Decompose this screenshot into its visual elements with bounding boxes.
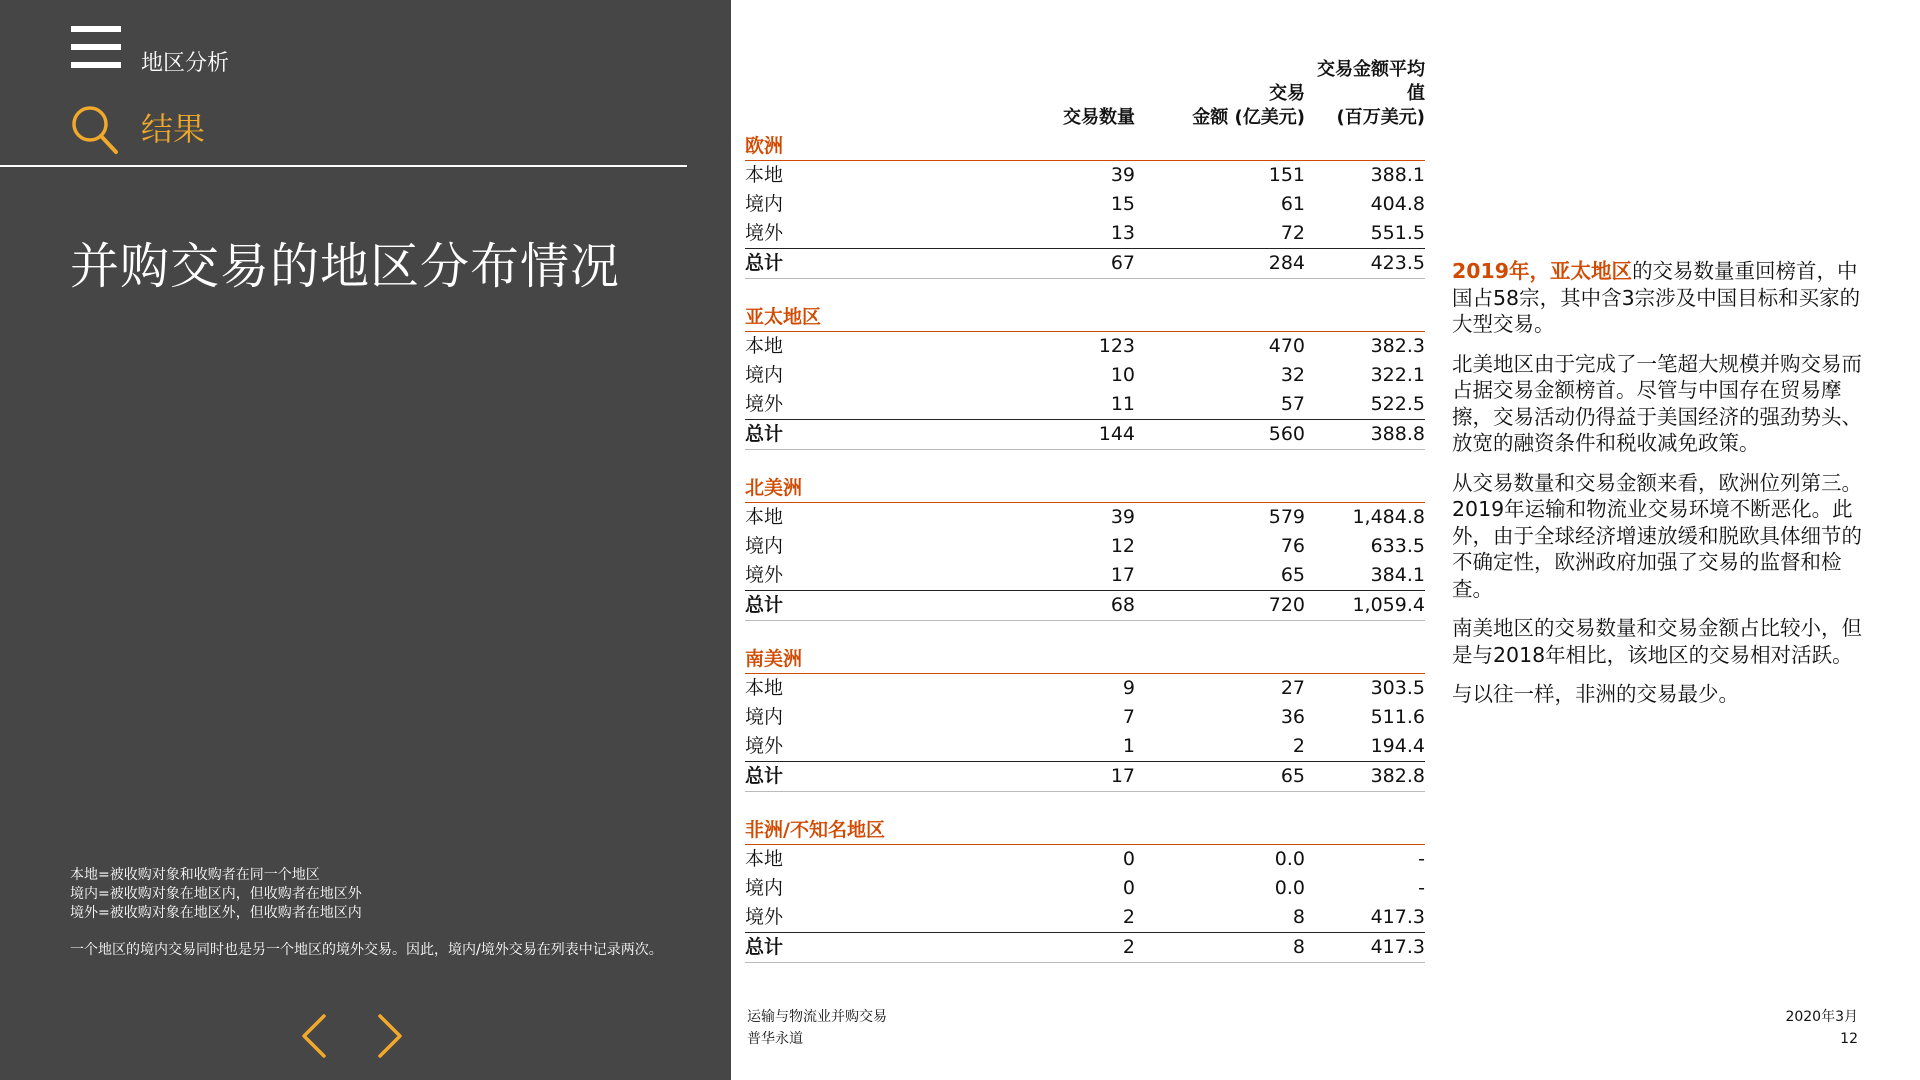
- cell-average: 194.4: [1370, 735, 1425, 757]
- legend-note: 一个地区的境内交易同时也是另一个地区的境外交易。因此，境内/境外交易在列表中记录两次。: [70, 942, 663, 958]
- region-name: 北美洲: [745, 477, 803, 499]
- cell-value: 36: [1280, 706, 1305, 728]
- total-row: [745, 248, 1425, 279]
- cell-count: 39: [1110, 164, 1135, 186]
- commentary-paragraph: 从交易数量和交易金额来看，欧洲位列第三。2019年运输和物流业交易环境不断恶化。此外，由于全球经济增速放缓和脱欧具体细节的不确定性，欧洲政府加强了交易的监督和检查。: [1452, 470, 1862, 601]
- cell-count: 12: [1110, 535, 1135, 557]
- cell-average: 384.1: [1370, 564, 1425, 586]
- region-group: [745, 643, 1425, 792]
- cell-value: 27: [1280, 677, 1305, 699]
- commentary: [1452, 258, 1872, 721]
- cell-count: 2: [1122, 936, 1135, 958]
- row-label: 境外: [745, 906, 784, 928]
- commentary-paragraph: 北美地区由于完成了一笔超大规模并购交易而占据交易金额榜首。尽管与中国存在贸易摩擦，交易活动仍得益于美国经济的强劲势头、放宽的融资条件和税收减免政策。: [1452, 351, 1862, 455]
- cell-value: 65: [1280, 564, 1305, 586]
- column-header-text: (百万美元): [1336, 107, 1425, 128]
- cell-count: 13: [1110, 222, 1135, 244]
- table-row: [745, 161, 1425, 190]
- legend-block: [70, 866, 710, 960]
- cell-count: 7: [1122, 706, 1135, 728]
- region-header: [745, 301, 1425, 332]
- company-name: 普华永道: [747, 1031, 803, 1047]
- footer-right: [1700, 1006, 1858, 1050]
- cell-value: 65: [1280, 765, 1305, 787]
- cell-count: 10: [1110, 364, 1135, 386]
- row-label: 本地: [745, 164, 784, 186]
- table-row: [745, 332, 1425, 361]
- table-row: [745, 703, 1425, 732]
- row-label: 境内: [745, 706, 784, 728]
- legend-line: 境内=被收购对象在地区内，但收购者在地区外: [70, 886, 362, 902]
- column-header-text: 交易金额平均值: [1317, 59, 1425, 104]
- cell-average: 1,059.4: [1352, 594, 1425, 616]
- chevron-left-icon[interactable]: [296, 1012, 336, 1060]
- commentary-paragraph: [1452, 258, 1872, 338]
- cell-count: 17: [1110, 765, 1135, 787]
- cell-average: 417.3: [1370, 936, 1425, 958]
- table-row: [745, 190, 1425, 219]
- cell-average: 388.8: [1370, 423, 1425, 445]
- cell-value: 560: [1268, 423, 1305, 445]
- region-group: [745, 130, 1425, 279]
- region-group: [745, 301, 1425, 450]
- results-label: 结果: [141, 110, 206, 148]
- cell-count: 11: [1110, 393, 1135, 415]
- hamburger-menu-icon[interactable]: [71, 26, 121, 68]
- column-header-average: [1305, 59, 1425, 130]
- cell-average: -: [1418, 848, 1425, 870]
- divider: [0, 165, 687, 167]
- cell-average: 1,484.8: [1352, 506, 1425, 528]
- table-row: [745, 874, 1425, 903]
- cell-count: 67: [1110, 252, 1135, 274]
- row-label: 本地: [745, 677, 784, 699]
- cell-value: 72: [1280, 222, 1305, 244]
- row-label: 总计: [745, 252, 784, 274]
- table-row: [745, 219, 1425, 248]
- cell-value: 57: [1280, 393, 1305, 415]
- column-header-value: [1135, 78, 1305, 130]
- search-icon[interactable]: [70, 104, 120, 156]
- row-label: 境内: [745, 193, 784, 215]
- total-row: [745, 761, 1425, 792]
- cell-average: 551.5: [1370, 222, 1425, 244]
- region-header: [745, 130, 1425, 161]
- table-row: [745, 903, 1425, 932]
- row-label: 境外: [745, 735, 784, 757]
- region-group: [745, 814, 1425, 963]
- column-header-count: [995, 78, 1135, 130]
- cell-value: 32: [1280, 364, 1305, 386]
- section-label: 地区分析: [141, 51, 230, 76]
- table-row: [745, 561, 1425, 590]
- cell-value: 8: [1292, 936, 1305, 958]
- cell-average: 382.3: [1370, 335, 1425, 357]
- table-row: [745, 361, 1425, 390]
- cell-count: 17: [1110, 564, 1135, 586]
- cell-value: 0.0: [1274, 848, 1305, 870]
- row-label: 境外: [745, 393, 784, 415]
- row-label: 总计: [745, 936, 784, 958]
- cell-value: 61: [1280, 193, 1305, 215]
- table-row: [745, 503, 1425, 532]
- cell-value: 470: [1268, 335, 1305, 357]
- cell-count: 123: [1098, 335, 1135, 357]
- table-header: [745, 59, 1425, 130]
- legend-line: 境外=被收购对象在地区外，但收购者在地区内: [70, 905, 362, 921]
- cell-count: 0: [1122, 848, 1135, 870]
- left-panel: [0, 0, 731, 1080]
- region-group: [745, 472, 1425, 621]
- cell-average: 303.5: [1370, 677, 1425, 699]
- cell-value: 720: [1268, 594, 1305, 616]
- column-header-text: 交易: [1269, 83, 1305, 104]
- cell-average: -: [1418, 877, 1425, 899]
- total-row: [745, 590, 1425, 621]
- cell-count: 0: [1122, 877, 1135, 899]
- cell-count: 2: [1122, 906, 1135, 928]
- page-number: 12: [1840, 1031, 1858, 1047]
- region-name: 南美洲: [745, 648, 803, 670]
- cell-value: 76: [1280, 535, 1305, 557]
- paragraph-text: 的交易数量重回榜首，中国占58宗，其中含3宗涉及中国目标和买家的大型交易。: [1452, 259, 1861, 336]
- commentary-paragraph: 南美地区的交易数量和交易金额占比较小，但是与2018年相比，该地区的交易相对活跃。: [1452, 616, 1862, 667]
- cell-average: 633.5: [1370, 535, 1425, 557]
- cell-average: 382.8: [1370, 765, 1425, 787]
- footer-left: [747, 1006, 887, 1050]
- cell-value: 579: [1268, 506, 1305, 528]
- row-label: 本地: [745, 335, 784, 357]
- cell-average: 404.8: [1370, 193, 1425, 215]
- highlight-text: 2019年，亚太地区: [1452, 259, 1633, 283]
- page-title: 并购交易的地区分布情况: [70, 238, 621, 295]
- column-header-text: 交易数量: [1063, 107, 1135, 128]
- cell-average: 417.3: [1370, 906, 1425, 928]
- row-label: 总计: [745, 423, 784, 445]
- row-label: 本地: [745, 506, 784, 528]
- region-header: [745, 643, 1425, 674]
- row-label: 境外: [745, 222, 784, 244]
- total-row: [745, 932, 1425, 963]
- region-name: 欧洲: [745, 135, 784, 157]
- region-name: 亚太地区: [745, 306, 822, 328]
- region-table: [745, 59, 1425, 963]
- table-row: [745, 732, 1425, 761]
- table-row: [745, 532, 1425, 561]
- row-label: 境内: [745, 877, 784, 899]
- cell-average: 511.6: [1370, 706, 1425, 728]
- legend-line: 本地=被收购对象和收购者在同一个地区: [70, 867, 320, 883]
- row-label: 境内: [745, 364, 784, 386]
- cell-value: 8: [1292, 906, 1305, 928]
- cell-count: 15: [1110, 193, 1135, 215]
- row-label: 总计: [745, 594, 784, 616]
- cell-average: 423.5: [1370, 252, 1425, 274]
- cell-count: 1: [1122, 735, 1135, 757]
- cell-count: 39: [1110, 506, 1135, 528]
- region-header: [745, 814, 1425, 845]
- row-label: 境内: [745, 535, 784, 557]
- table-row: [745, 390, 1425, 419]
- region-groups: [745, 130, 1425, 963]
- commentary-paragraph: 与以往一样，非洲的交易最少。: [1452, 682, 1739, 706]
- chevron-right-icon[interactable]: [368, 1012, 408, 1060]
- column-header-text: 金额 (亿美元): [1192, 107, 1305, 128]
- cell-average: 388.1: [1370, 164, 1425, 186]
- cell-count: 68: [1110, 594, 1135, 616]
- report-title: 运输与物流业并购交易: [747, 1009, 887, 1025]
- total-row: [745, 419, 1425, 450]
- cell-count: 144: [1098, 423, 1135, 445]
- row-label: 本地: [745, 848, 784, 870]
- table-row: [745, 845, 1425, 874]
- row-label: 境外: [745, 564, 784, 586]
- cell-average: 322.1: [1370, 364, 1425, 386]
- cell-average: 522.5: [1370, 393, 1425, 415]
- cell-count: 9: [1122, 677, 1135, 699]
- region-name: 非洲/不知名地区: [745, 819, 885, 841]
- cell-value: 2: [1292, 735, 1305, 757]
- table-row: [745, 674, 1425, 703]
- region-header: [745, 472, 1425, 503]
- cell-value: 151: [1268, 164, 1305, 186]
- cell-value: 284: [1268, 252, 1305, 274]
- report-date: 2020年3月: [1785, 1009, 1858, 1025]
- cell-value: 0.0: [1274, 877, 1305, 899]
- row-label: 总计: [745, 765, 784, 787]
